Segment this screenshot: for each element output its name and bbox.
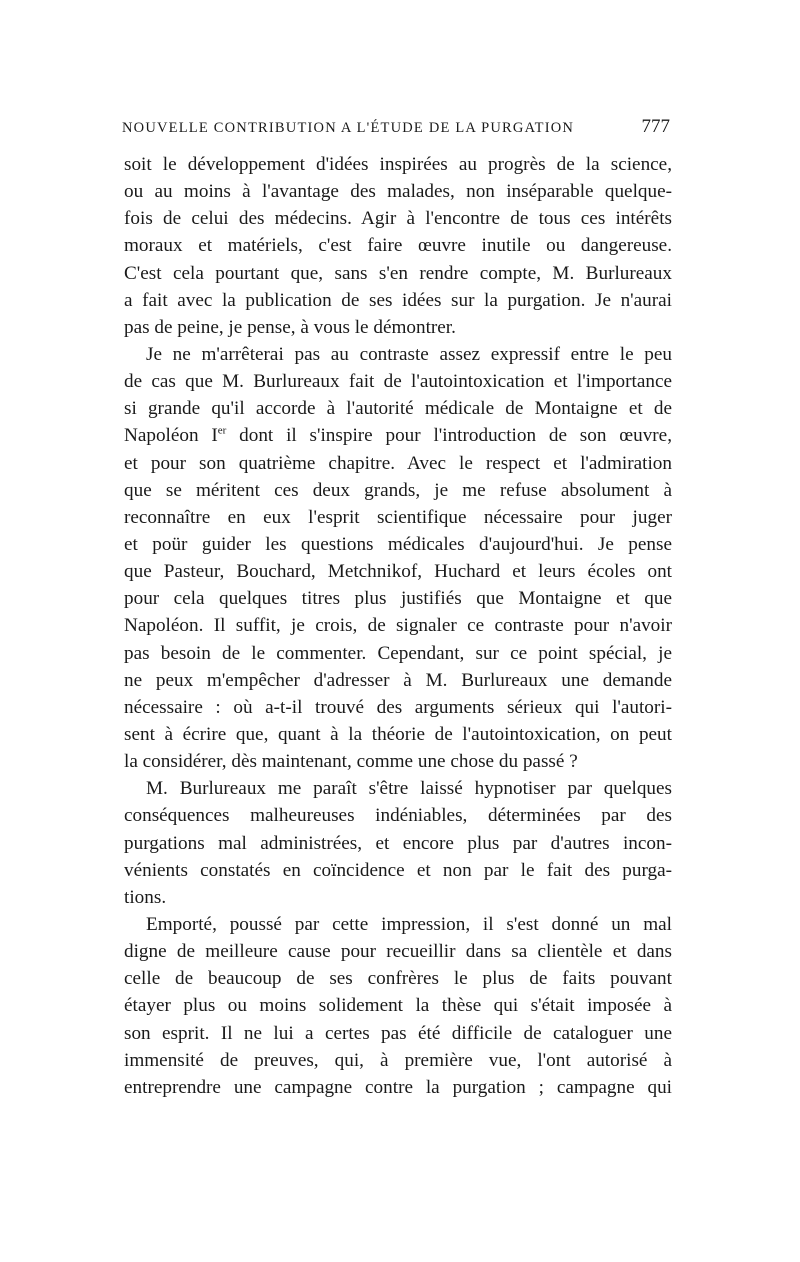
text-line: purgations mal administrées, et encore plus par d'autres incon- [124,832,672,854]
text-line: de cas que M. Burlureaux fait de l'autointoxication et l'importance [124,371,672,393]
text-line: tions. [124,886,167,908]
paragraph-start-line: Emporté, poussé par cette impression, il s'est donné un mal [146,913,672,935]
text-line: celle de beaucoup de ses confrères le plus de faits pouvant [124,968,672,990]
text-line: ne peux m'empêcher d'adresser à M. Burlureaux une demande [124,669,672,691]
text-line: pas de peine, je pense, à vous le démontrer. [124,316,456,338]
text-line: soit le développement d'idées inspirées au progrès de la science, [124,154,672,175]
text-line: Napoléon. Il suffit, je crois, de signaler ce contraste pour n'avoir [124,615,672,637]
text-line: C'est cela pourtant que, sans s'en rendre compte, M. Burlureaux [124,262,672,284]
text-line: pour cela quelques titres plus justifiés que Montaigne et que [124,588,672,610]
superscript: er [217,425,227,438]
text-segment: Napoléon I [124,425,218,447]
page-number: 777 [641,116,670,137]
text-segment: dont il s'inspire pour l'introduction de son œuvre, [226,425,672,447]
text-line: fois de celui des médecins. Agir à l'encontre de tous ces intérêts [124,208,672,230]
text-line: entreprendre une campagne contre la purgation ; campagne qui [124,1076,672,1098]
text-line: vénients constatés en coïncidence et non par le fait des purga- [124,859,672,881]
text-line: la considérer, dès maintenant, comme une chose du passé ? [124,751,578,773]
paragraph-start-line: M. Burlureaux me paraît s'être laissé hypnotiser par quelques [146,778,672,800]
text-line: reconnaître en eux l'esprit scientifique nécessaire pour juger [124,506,672,528]
text-line: pas besoin de le commenter. Cependant, sur ce point spécial, je [124,642,672,664]
text-line: étayer plus ou moins solidement la thèse qui s'était imposée à [124,995,672,1017]
text-line: si grande qu'il accorde à l'autorité médicale de Montaigne et de [124,398,672,420]
text-line: digne de meilleure cause pour recueillir dans sa clientèle et dans [124,941,672,963]
text-line: nécessaire : où a-t-il trouvé des arguments sérieux qui l'autori- [124,696,672,718]
text-line: immensité de preuves, qui, à première vue, l'ont autorisé à [124,1049,672,1071]
running-head-title: NOUVELLE CONTRIBUTION A L'ÉTUDE DE LA PURGATION [122,120,575,136]
text-line: sent à écrire que, quant à la théorie de l'autointoxication, on peut [124,723,672,745]
text-line: conséquences malheureuses indéniables, déterminées par des [124,805,672,827]
running-head [122,116,670,140]
text-line: son esprit. Il ne lui a certes pas été difficile de cataloguer une [124,1022,672,1044]
text-line: que se méritent ces deux grands, je me refuse absolument à [124,479,672,501]
text-line: que Pasteur, Bouchard, Metchnikof, Huchard et leurs écoles ont [124,561,672,583]
text-line: et poür guider les questions médicales d'aujourd'hui. Je pense [124,533,672,555]
text-line: moraux et matériels, c'est faire œuvre inutile ou dangereuse. [124,235,672,257]
text-line-with-superscript [124,422,672,449]
text-line: et pour son quatrième chapitre. Avec le respect et l'admiration [124,452,672,474]
paragraph-start-line: Je ne m'arrêterai pas au contraste assez expressif entre le peu [146,343,672,365]
body-text [124,151,672,1101]
text-line: ou au moins à l'avantage des malades, non inséparable quelque- [124,181,672,203]
text-line: a fait avec la publication de ses idées sur la purgation. Je n'aurai [124,289,672,311]
